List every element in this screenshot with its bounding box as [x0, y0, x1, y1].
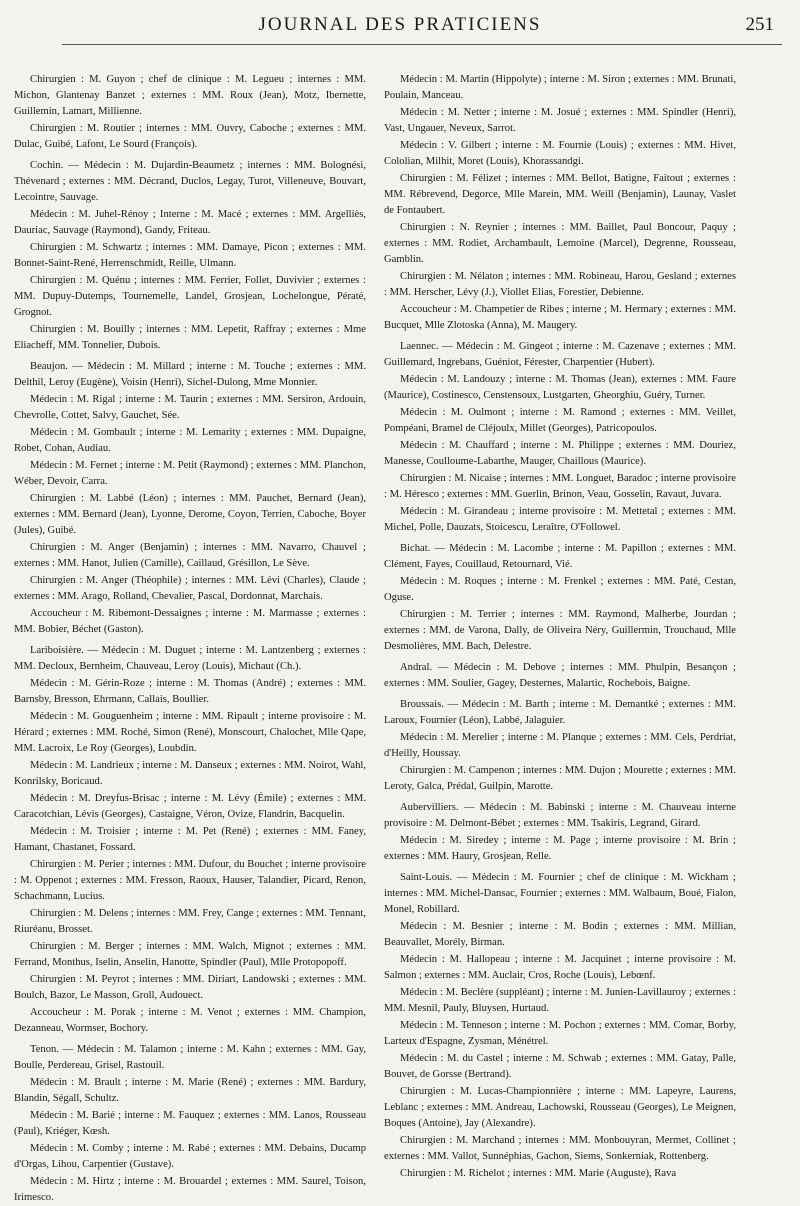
entry-paragraph: Chirurgien : M. Nicaise ; internes : MM. Longuet, Baradoc ; interne provisoire : M. Héresco ; externes : MM. Guerlin, Brinon, Veau, Gosselin, Ravaut, Juvara. — [384, 473, 736, 500]
entry-paragraph: Chirurgien : M. Labbé (Léon) ; internes : MM. Pauchet, Bernard (Jean), externes : MM. Bernard (Jean), Lyonne, Derome, Coyon, Terrien, Caboche, Boyer (Jules), Guibé. — [14, 493, 366, 536]
entry-paragraph: Médecin : M. Roques ; interne : M. Frenkel ; externes : MM. Paté, Cestan, Oguse. — [384, 576, 736, 603]
entry-paragraph: Médecin : M. Girandeau ; interne provisoire : M. Mettetal ; externes : MM. Michel, Polle, Dauzats, Stoicescu, Leraître, O'Followel. — [384, 506, 736, 533]
entry-paragraph: Médecin : M. Chauffard ; interne : M. Philippe ; externes : MM. Douriez, Manesse, Coulloume-Labarthe, Mauger, Chaillous (Maurice). — [384, 440, 736, 467]
entry-paragraph: Chirurgien : M. Routier ; internes : MM. Ouvry, Caboche ; externes : MM. Dulac, Guibé, Lafont, Le Sourd (François). — [14, 123, 366, 150]
entry-paragraph: Accoucheur : M. Champetier de Ribes ; interne ; M. Hermary ; externes : MM. Bucquet, Mlle Zlotoska (Anna), M. Maugery. — [384, 304, 736, 331]
entry-paragraph: Chirurgien : M. Peyrot ; internes : MM. Diriart, Landowski ; externes : MM. Boulch, Bazor, Le Masson, Groll, Audouect. — [14, 974, 366, 1001]
entry-paragraph: Lariboisière. — Médecin : M. Duguet ; interne : M. Lantzenberg ; externes : MM. Decloux, Bernheim, Chauveau, Leroy (Louis), Michaut (Ch.). — [14, 645, 366, 672]
entry-paragraph: Médecin : M. Brault ; interne : M. Marie (René) ; externes : MM. Bardury, Blandin, Ségall, Schultz. — [14, 1077, 366, 1104]
entry-paragraph: Médecin : M. Fernet ; interne : M. Petit (Raymond) ; externes : MM. Planchon, Wéber, Devoir, Carra. — [14, 460, 366, 487]
entry-paragraph: Chirurgien : M. Schwartz ; internes : MM. Damaye, Picon ; externes : MM. Bonnet-Saint-René, Herrenschmidt, Reille, Ulmann. — [14, 242, 366, 269]
entry-paragraph: Médecin : M. Oulmont ; interne : M. Ramond ; externes : MM. Veillet, Pompéani, Bramel de Cléjoulx, Millet (Georges), Patricopoulos. — [384, 407, 736, 434]
entry-paragraph: Médecin : M. Gouguenheim ; interne : MM. Ripault ; interne provisoire : M. Hérard ; externes : MM. Roché, Simon (René), Monscourt, Chalochet, Mlle Qape, MM. Lacroix, Le Roy (Georges), Loubdin. — [14, 711, 366, 754]
entry-paragraph: Bichat. — Médecin : M. Lacombe ; interne : M. Papillon ; externes : MM. Clément, Fayes, Couillaud, Retournard, Vié. — [384, 543, 736, 570]
entry-paragraph: Chirurgien : M. Nélaton ; internes : MM. Robineau, Harou, Gesland ; externes : MM. Herscher, Lévy (J.), Viollet Elias, Forestier, Debienne. — [384, 271, 736, 298]
page-header — [0, 0, 800, 50]
entry-paragraph: Médecin : M. Comby ; interne : M. Rabé ; externes : MM. Debains, Ducamp d'Orgas, Lihou, Carpentier (Gustave). — [14, 1143, 366, 1170]
entry-paragraph: Médecin : M. Rigal ; interne : M. Taurin ; externes : MM. Sersiron, Ardouin, Chevrolle, Cottet, Salvy, Gauchet, Sée. — [14, 394, 366, 421]
entry-paragraph: Accoucheur : M. Ribemont-Dessaignes ; interne : M. Marmasse ; externes : MM. Bobier, Béchet (Gaston). — [14, 608, 366, 635]
entry-paragraph: Laennec. — Médecin : M. Gingeot ; interne : M. Cazenave ; externes : MM. Guillemard, Ingrebans, Guéniot, Férester, Charpentier (Hubert). — [384, 341, 736, 368]
entry-paragraph: Chirurgien : M. Terrier ; internes : MM. Raymond, Malherbe, Jourdan ; externes : MM. de Varona, Dally, de Oliveira Néry, Guillermin, Trouchaud, Mlle Desmolières, MM. Bach, Delestre. — [384, 609, 736, 652]
entry-paragraph: Médecin : M. Netter ; interne : M. Josué ; externes : MM. Spindler (Henri), Vast, Ungauer, Neveux, Sarrot. — [384, 107, 736, 134]
entry-paragraph: Chirurgien : M. Richelot ; internes : MM. Marie (Auguste), Rava — [400, 1168, 677, 1179]
entry-paragraph: Chirurgien : M. Anger (Benjamin) ; internes : MM. Navarro, Chauvel ; externes : MM. Hanot, Julien (Camille), Caillaud, Grésillon, Le Sève. — [14, 542, 366, 569]
entry-paragraph: Chirurgien : M. Quénu ; internes : MM. Ferrier, Follet, Duvivier ; externes : MM. Dupuy-Dutemps, Tournemelle, Landel, Grosjean, Lochelongue, Pératé, Grognot. — [14, 275, 366, 318]
header-rule — [62, 44, 782, 45]
entry-paragraph: Médecin : M. Siredey ; interne : M. Page ; interne provisoire : M. Brin ; externes : MM. Haury, Grosjean, Relle. — [384, 835, 736, 862]
entry-paragraph: Chirurgien : M. Félizet ; internes : MM. Bellot, Batigne, Faitout ; externes : MM. Rébrevend, Degorce, Mlle Marein, MM. Weill (Benjamin), Launay, Vaslet de Fontaubert. — [384, 173, 736, 216]
entry-paragraph: Médecin : M. Dreyfus-Brisac ; interne : M. Lévy (Émile) ; externes : MM. Caracotchian, Lévis (Georges), Castaigne, Véron, Ovize, Flandrin, Bacquelin. — [14, 793, 366, 820]
entry-paragraph: Médecin : M. Tenneson ; interne : M. Pochon ; externes : MM. Comar, Borby, Larteux d'Espagne, Zysman, Ménétrel. — [384, 1020, 736, 1047]
entry-paragraph: Chirurgien : M. Perier ; internes : MM. Dufour, du Bouchet ; interne provisoire : M. Oppenot ; externes : MM. Fresson, Raoux, Hauser, Talandier, Picard, Renon, Schachmann, Lucius. — [14, 859, 366, 902]
entry-paragraph: Médecin : M. Troisier ; interne : M. Pet (René) ; externes : MM. Faney, Hamant, Chastanet, Fossard. — [14, 826, 366, 853]
page-number: 251 — [745, 14, 774, 35]
entry-paragraph: Chirurgien : M. Anger (Théophile) ; internes : MM. Lévi (Charles), Claude ; externes : MM. Arago, Rolland, Chevalier, Pascal, Dordonnat, Marchais. — [14, 575, 366, 602]
entry-paragraph: Chirurgien : M. Berger ; internes : MM. Walch, Mignot ; externes : MM. Ferrand, Monthus, Iselin, Anselin, Hanotte, Spindler (Paul), Mlle Protopopoff. — [14, 941, 366, 968]
entry-paragraph: Tenon. — Médecin : M. Talamon ; interne : M. Kahn ; externes : MM. Gay, Boulle, Perdereau, Grisel, Rastouil. — [14, 1044, 366, 1071]
right-column — [384, 72, 736, 1179]
left-column — [14, 72, 366, 1203]
entry-paragraph: Médecin : M. Martin (Hippolyte) ; interne : M. Siron ; externes : MM. Brunati, Poulain, Manceau. — [384, 74, 736, 101]
entry-paragraph: Médecin : M. Gérin-Roze ; interne : M. Thomas (André) ; externes : MM. Barnsby, Bresson, Ehrmann, Callais, Boullier. — [14, 678, 366, 705]
entry-paragraph: Médecin : M. Landouzy ; interne : M. Thomas (Jean), externes : MM. Faure (Maurice), Costinesco, Censtensoux, Lustgarten, Gheorghiu, Guéry, Turner. — [384, 374, 736, 401]
entry-paragraph: Médecin : M. Beclère (suppléant) ; interne : M. Junien-Lavillauroy ; externes : MM. Mesnil, Pauly, Bluysen, Hurtaud. — [384, 987, 736, 1014]
journal-title: JOURNAL DES PRATICIENS — [258, 14, 542, 35]
entry-paragraph: Aubervilliers. — Médecin : M. Babinski ; interne : M. Chauveau interne provisoire : M. Delmont-Bébet ; externes : MM. Tsakiris, Legrand, Girard. — [384, 802, 736, 829]
entry-paragraph: Chirurgien : M. Marchand ; internes : MM. Monbouyran, Mermet, Collinet ; externes : MM. Vallot, Sunnéphias, Gachon, Siems, Sonkerniak, Rottenberg. — [384, 1135, 736, 1162]
entry-paragraph: Cochin. — Médecin : M. Dujardin-Beaumetz ; internes : MM. Bolognési, Thévenard ; externes : MM. Décrand, Duclos, Legay, Turot, Villeneuve, Bouvart, Lecointre, Sauvage. — [14, 160, 366, 203]
entry-paragraph: Chirurgien : M. Guyon ; chef de clinique : M. Legueu ; internes : MM. Michon, Glantenay Banzet ; externes : MM. Roux (Jean), Motz, Ibernette, Guillemin, Lamart, Millienne. — [14, 74, 366, 117]
entry-paragraph: Accoucheur : M. Porak ; interne : M. Venot ; externes : MM. Champion, Dezanneau, Wormser, Bochory. — [14, 1007, 366, 1034]
entry-paragraph: Médecin : M. Barié ; interne : M. Fauquez ; externes : MM. Lanos, Rousseau (Paul), Kriéger, Kœsh. — [14, 1110, 366, 1137]
entry-paragraph: Chirurgien : M. Bouilly ; internes : MM. Lepetit, Raffray ; externes : Mme Eliacheff, MM. Tonnelier, Dubois. — [14, 324, 366, 351]
entry-paragraph: Médecin : M. Merelier ; interne : M. Planque ; externes : MM. Cels, Perdriat, d'Heilly, Houssay. — [384, 732, 736, 759]
entry-paragraph: Médecin : M. Landrieux ; interne : M. Danseux ; externes : MM. Noirot, Wahl, Konrilsky, Boricaud. — [14, 760, 366, 787]
entry-paragraph: Beaujon. — Médecin : M. Millard ; interne : M. Touche ; externes : MM. Delthil, Leroy (Eugène), Voisin (Henri), Sichel-Dulong, Mme Monnier. — [14, 361, 366, 388]
entry-paragraph: Saint-Louis. — Médecin : M. Fournier ; chef de clinique : M. Wickham ; internes : MM. Michel-Dansac, Fournier ; externes : MM. Walbaum, Boué, Fialon, Monel, Robillard. — [384, 872, 736, 915]
entry-paragraph: Médecin : M. Hallopeau ; interne : M. Jacquinet ; interne provisoire : M. Salmon ; externes : MM. Auclair, Cros, Roche (Louis), Lebœnf. — [384, 954, 736, 981]
entry-paragraph: Médecin : M. Gombault ; interne : M. Lemarity ; externes : MM. Dupaigne, Robet, Cohan, Audiau. — [14, 427, 366, 454]
entry-paragraph: Médecin : M. Besnier ; interne : M. Bodin ; externes : MM. Millian, Beauvallet, Morély, Birman. — [384, 921, 736, 948]
entry-paragraph: Chirurgien : N. Reynier ; internes : MM. Baillet, Paul Boncour, Paquy ; externes : MM. Rodiet, Archambault, Lemoine (Marcel), Degrenne, Rousseau, Gamblin. — [384, 222, 736, 265]
entry-paragraph: Chirurgien : M. Campenon ; internes : MM. Dujon ; Mourette ; externes : MM. Leroty, Galca, Prédal, Guilpin, Marotte. — [384, 765, 736, 792]
entry-paragraph: Médecin : V. Gilbert ; interne : M. Fournie (Louis) ; externes : MM. Hivet, Cololian, Milhit, Moret (Louis), Khorassandgi. — [384, 140, 736, 167]
entry-paragraph: Médecin : M. du Castel ; interne : M. Schwab ; externes : MM. Gatay, Palle, Bouvet, de Gorsse (Bertrand). — [384, 1053, 736, 1080]
entry-paragraph: Chirurgien : M. Delens ; internes : MM. Frey, Cange ; externes : MM. Tennant, Riuréanu, Brosset. — [14, 908, 366, 935]
entry-paragraph: Médecin : M. Juhel-Rénoy ; Interne : M. Macé ; externes : MM. Argelliès, Dauriac, Sauvage (Raymond), Gandy, Friteau. — [14, 209, 366, 236]
entry-paragraph: Broussais. — Médecin : M. Barth ; interne : M. Demantké ; externes : MM. Laroux, Fournier (Léon), Labbé, Jalaguier. — [384, 699, 736, 726]
entry-paragraph: Andral. — Médecin : M. Debove ; internes : MM. Phulpin, Besançon ; externes : MM. Soulier, Gagey, Desternes, Malartic, Rochebois, Baigne. — [384, 662, 736, 689]
entry-paragraph: Médecin : M. Hirtz ; interne : M. Brouardel ; externes : MM. Saurel, Toison, Irimesco. — [14, 1176, 366, 1203]
entry-paragraph: Chirurgien : M. Lucas-Championnière ; interne : MM. Lapeyre, Laurens, Leblanc ; externes : MM. Andreau, Lachowski, Rousseau (Georges), Le Meignen, Boques (Antoine), Jay (Alexandre). — [384, 1086, 736, 1129]
